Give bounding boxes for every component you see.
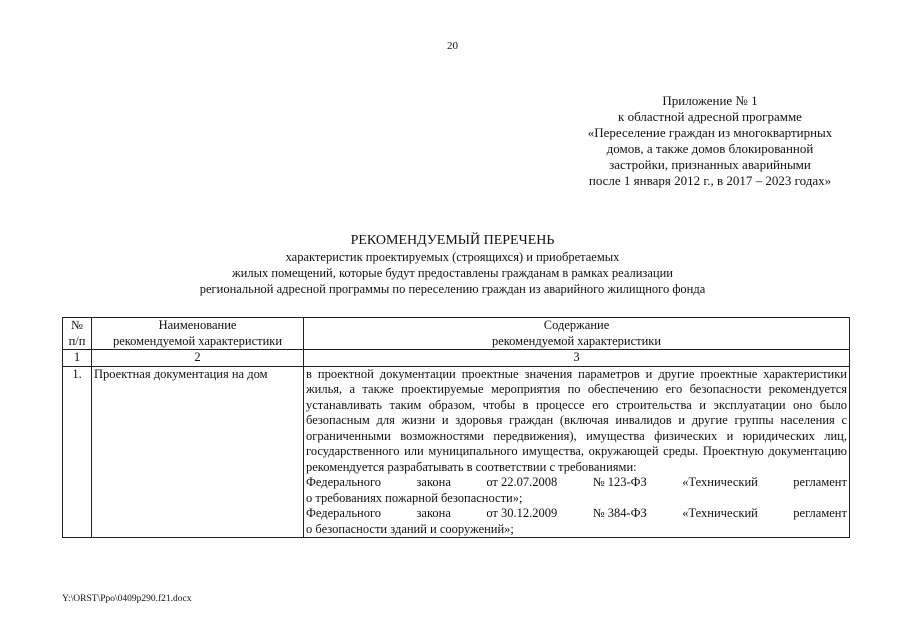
header-content-line1: Содержание: [543, 318, 610, 332]
row-num: 1.: [63, 366, 92, 538]
title-main: РЕКОМЕНДУЕМЫЙ ПЕРЕЧЕНЬ: [350, 233, 555, 248]
content-paragraph: в проектной документации проектные значения параметров и другие проектные характеристики жилья, а также проектируемые мероприятия по обеспечению его безопасности рекомендуется устанавливать таким образом, чтобы в процессе его строительства и эксплуатации оно было безопасным для жизни и здоровья граждан (включая инвалидов и другие группы населения с ограниченными возможностями передвижения), имущества физических и юридических лиц, государственного или муниципального имущества, окружающей среды. Проектную документацию рекомендуется разрабатывать в соответствии с требованиями:: [306, 366, 847, 474]
appendix-line: к областной адресной программе: [618, 109, 802, 124]
header-name: [92, 318, 304, 350]
column-number-row: [63, 350, 850, 367]
appendix-line: застройки, признанных аварийными: [609, 157, 811, 172]
row-content: [304, 366, 850, 538]
appendix-block: [520, 93, 900, 189]
page-number: 20: [447, 40, 458, 52]
header-num-line1: №: [71, 318, 83, 332]
law-word: № 384-ФЗ: [592, 506, 647, 520]
law-word: № 123-ФЗ: [592, 475, 647, 489]
appendix-line: после 1 января 2012 г., в 2017 – 2023 годах»: [588, 173, 832, 188]
header-num: [63, 318, 92, 350]
law-word: «Технический: [682, 506, 758, 520]
column-number: 2: [92, 350, 304, 367]
characteristics-table: [62, 317, 850, 538]
appendix-line: «Переселение граждан из многоквартирных: [587, 125, 833, 140]
title-line: жилых помещений, которые будут предоставлены гражданам в рамках реализации: [232, 266, 673, 280]
document-title: [0, 232, 905, 297]
law-word: «Технический: [682, 475, 758, 489]
law-word: закона: [416, 506, 451, 520]
law-reference-line: [306, 475, 847, 491]
header-content-line2: рекомендуемой характеристики: [491, 333, 662, 348]
law-word: Федерального: [306, 475, 382, 489]
table-row: [63, 366, 850, 538]
header-name-line2: рекомендуемой характеристики: [112, 333, 283, 348]
header-content: [304, 318, 850, 350]
column-number: 3: [304, 350, 850, 367]
law-word: регламент: [793, 506, 847, 520]
header-name-line1: Наименование: [158, 318, 237, 332]
law-reference-tail: о безопасности зданий и сооружений»;: [306, 521, 514, 536]
table-header-row: [63, 318, 850, 350]
law-reference-line: [306, 506, 847, 522]
law-reference-tail: о требованиях пожарной безопасности»;: [306, 490, 523, 505]
column-number: 1: [63, 350, 92, 367]
appendix-line: Приложение № 1: [662, 93, 758, 108]
law-word: от 30.12.2009: [486, 506, 558, 520]
title-line: характеристик проектируемых (строящихся) и приобретаемых: [285, 250, 620, 264]
law-word: от 22.07.2008: [486, 475, 558, 489]
law-word: регламент: [793, 475, 847, 489]
row-name: Проектная документация на дом: [92, 366, 304, 538]
law-word: закона: [416, 475, 451, 489]
law-word: Федерального: [306, 506, 382, 520]
appendix-line: домов, а также домов блокированной: [606, 141, 814, 156]
title-line: региональной адресной программы по переселению граждан из аварийного жилищного фонда: [199, 282, 706, 296]
file-path-footer: Y:\ORST\Ppo\0409p290.f21.docx: [62, 594, 192, 604]
header-num-line2: п/п: [68, 333, 86, 348]
